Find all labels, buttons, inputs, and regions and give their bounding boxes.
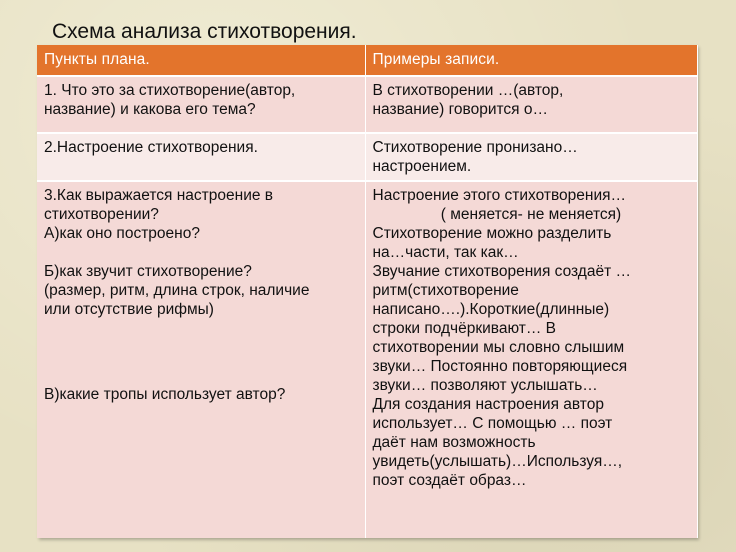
- table-header-row: [37, 45, 697, 76]
- row3-plan-line: 3.Как выражается настроение в: [44, 187, 274, 204]
- row3-example-line: ( меняется- не меняется): [440, 206, 622, 223]
- row3-plan-line: А)как оно построено?: [44, 225, 200, 242]
- row3-plan-line: стихотворении?: [44, 206, 159, 223]
- row3-example-line: стихотворении мы словно слышим: [372, 339, 625, 356]
- row1-plan-line: 1. Что это за стихотворение(автор,: [44, 82, 296, 99]
- row2-example-line: настроением.: [372, 158, 472, 175]
- row2-example-line: Стихотворение пронизано…: [372, 139, 578, 156]
- table-row: [37, 181, 697, 538]
- row3-example-line: поэт создаёт образ…: [372, 472, 527, 489]
- header-plan-points: Пункты плана.: [37, 45, 365, 76]
- row3-example-line: даёт нам возможность: [372, 434, 536, 451]
- row3-example-cell: [365, 181, 697, 538]
- analysis-table: [37, 45, 698, 538]
- row3-example-line: использует… С помощью … поэт: [372, 415, 613, 432]
- row3-example-line: ритм(стихотворение: [372, 282, 519, 299]
- analysis-table-container: [37, 45, 697, 538]
- row3-plan-line: (размер, ритм, длина строк, наличие: [44, 282, 310, 299]
- table-row: [37, 133, 697, 181]
- row3-example-line: написано….).Короткие(длинные): [372, 301, 610, 318]
- row2-plan-cell: [37, 133, 365, 181]
- header-examples: Примеры записи.: [365, 45, 697, 76]
- row2-plan-line: 2.Настроение стихотворения.: [44, 139, 258, 156]
- row1-example-line: В стихотворении …(автор,: [372, 82, 564, 99]
- row1-plan-line: название) и какова его тема?: [44, 101, 256, 118]
- row2-example-cell: [365, 133, 697, 181]
- row3-example-line: Стихотворение можно разделить: [372, 225, 612, 242]
- row1-plan-cell: [37, 76, 365, 133]
- row3-example-line: на…части, так как…: [372, 244, 519, 261]
- slide-title: Схема анализа стихотворения.: [52, 20, 357, 43]
- row3-plan-cell: [37, 181, 365, 538]
- row1-example-cell: [365, 76, 697, 133]
- row3-example-line: увидеть(услышать)…Используя…,: [372, 453, 623, 470]
- row3-example-line: Для создания настроения автор: [372, 396, 604, 413]
- row3-plan-line: или отсутствие рифмы): [44, 301, 214, 318]
- row3-example-line: строки подчёркивают… В: [372, 320, 557, 337]
- row1-example-line: название) говорится о…: [372, 101, 548, 118]
- row3-plan-line: В)какие тропы использует автор?: [44, 386, 286, 403]
- row3-example-line: звуки… позволяют услышать…: [372, 377, 598, 394]
- table-row: [37, 76, 697, 133]
- row3-example-line: Звучание стихотворения создаёт …: [372, 263, 631, 280]
- row3-plan-line: Б)как звучит стихотворение?: [44, 263, 252, 280]
- row3-example-line: Настроение этого стихотворения…: [372, 187, 627, 204]
- row3-example-line: звуки… Постоянно повторяющиеся: [372, 358, 628, 375]
